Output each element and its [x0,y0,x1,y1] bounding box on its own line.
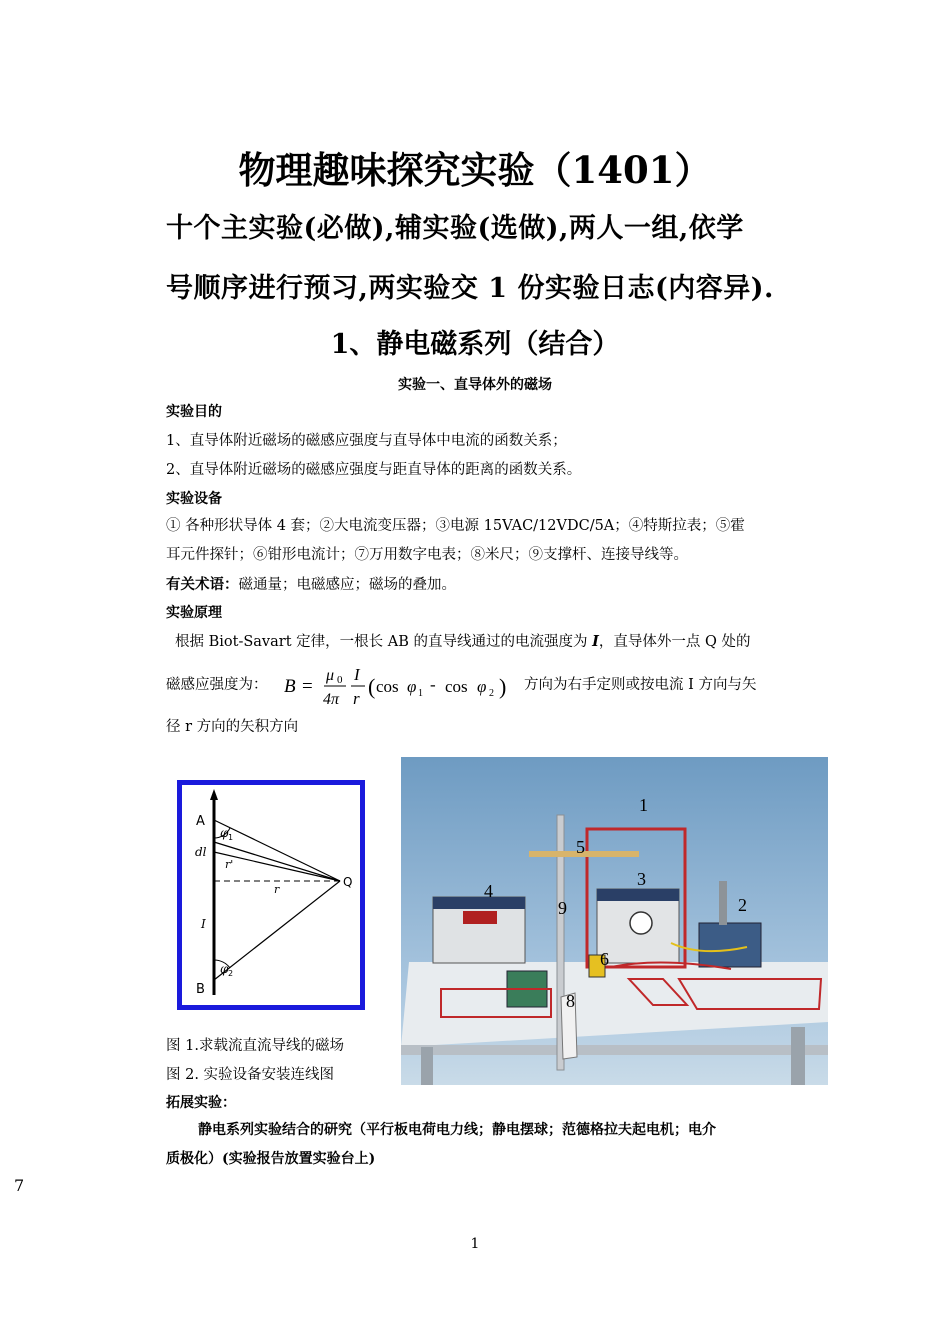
experiment-title: 实验一、直导体外的磁场 [398,377,552,393]
figure-2-equipment-photo [401,757,828,1085]
subtitle-line-2: 号顺序进行预习,两实验交 1 份实验日志(内容异). [166,273,774,304]
formula-cos2: cos [445,677,468,696]
equipment-heading: 实验设备 [166,491,222,507]
formula-mu-sub: 0 [337,674,343,686]
photo-label-9: 9 [558,898,567,918]
extension-line-1: 静电系列实验结合的研究（平行板电荷电力线；静电摆球；范德格拉夫起电机；电介 [198,1122,716,1138]
page-title: 物理趣味探究实验（1401） [238,148,712,192]
photo-label-4: 4 [484,881,493,901]
formula-fourpi: 4π [323,691,340,708]
photo-label-1: 1 [639,795,648,815]
table-leg-left [421,1047,433,1085]
series-title: 1、静电磁系列（结合） [330,329,620,360]
label-phi1-sub: 1 [228,833,234,842]
page-number: 1 [470,1236,480,1252]
photo-label-6: 6 [600,949,609,969]
label-r: r [274,883,280,896]
principle-line-2-label: 磁感应强度为： [166,677,268,693]
label-I: I [201,917,206,931]
label-dl: dl [195,845,207,859]
label-A: A [196,814,205,829]
formula-r: r [353,689,360,708]
photo-label-2: 2 [738,895,747,915]
transformer-post [719,881,727,925]
table-leg-right [791,1027,805,1085]
label-phi2: φ [220,962,229,976]
formula-minus: - [430,675,436,694]
photo-label-5: 5 [576,837,585,857]
tesla-meter-display [463,911,497,924]
principle-line-1 [175,627,805,657]
formula-B: B [284,676,296,697]
formula-mu: μ [326,667,335,684]
formula-cos1: cos [376,677,399,696]
principle-text-b: ，直导体外一点 Q 处的 [598,634,751,650]
terms-label: 有关术语： [166,576,239,593]
margin-number: 7 [14,1176,25,1195]
current-symbol: I [592,633,599,650]
label-r-prime: r' [225,858,234,871]
label-phi1: φ [220,826,229,840]
principle-line-3: 径 r 方向的矢积方向 [166,719,299,735]
label-phi2-sub: 2 [228,969,234,978]
figure-1-diagram [177,780,365,1010]
purpose-item-1: 1、直导体附近磁场的磁感应强度与直导体中电流的函数关系； [166,433,567,449]
terms-line [166,570,796,600]
photo-label-3: 3 [637,869,646,889]
figure-1-svg [177,780,365,1010]
equipment-line-2: 耳元件探针；⑥钳形电流计；⑦万用数字电表；⑧米尺；⑨支撑杆、连接导线等。 [166,547,688,563]
terms-text: 磁通量；电磁感应；磁场的叠加。 [238,577,456,593]
biot-savart-formula [284,662,524,716]
power-supply-top [597,889,679,901]
photo-label-8: 8 [566,991,575,1011]
extension-heading: 拓展实验： [166,1095,236,1111]
formula-sub1: 1 [418,688,423,699]
label-B: B [196,982,205,997]
transformer [699,923,761,967]
purpose-item-2: 2、直导体附近磁场的磁感应强度与距直导体的距离的函数关系。 [166,462,582,478]
formula-phi2: φ [477,677,487,696]
figure-2-caption: 图 2. 实验设备安装连线图 [166,1067,335,1083]
tesla-meter-top [433,897,525,909]
equipment-line-1: ① 各种形状导体 4 套；②大电流变压器；③电源 15VAC/12VDC/5A；④特斯拉表；⑤霍 [166,518,745,534]
purpose-heading: 实验目的 [166,404,222,420]
subtitle-line-1: 十个主实验(必做),辅实验(选做),两人一组,依学 [166,213,744,244]
formula-sub2: 2 [489,688,494,699]
label-Q: Q [343,875,353,889]
principle-text-a: 根据 Biot-Savart 定律，一根长 AB 的直导线通过的电流强度为 [175,634,593,650]
formula-open: ( [368,674,376,699]
extension-line-2: 质极化）(实验报告放置实验台上) [166,1151,376,1167]
formula-phi1: φ [407,677,417,696]
formula-I: I [354,665,360,684]
power-supply-knob [630,912,652,934]
principle-heading: 实验原理 [166,605,222,621]
figure-1-caption: 图 1.求载流直流导线的磁场 [166,1038,344,1054]
photo-svg [401,757,828,1085]
formula-svg [284,662,524,712]
formula-close: ) [499,674,507,699]
table-edge [401,1045,828,1055]
principle-line-2-direction: 方向为右手定则或按电流 I 方向与矢 [524,677,757,693]
formula-eq: = [302,676,313,697]
figure-1-border [180,783,363,1008]
